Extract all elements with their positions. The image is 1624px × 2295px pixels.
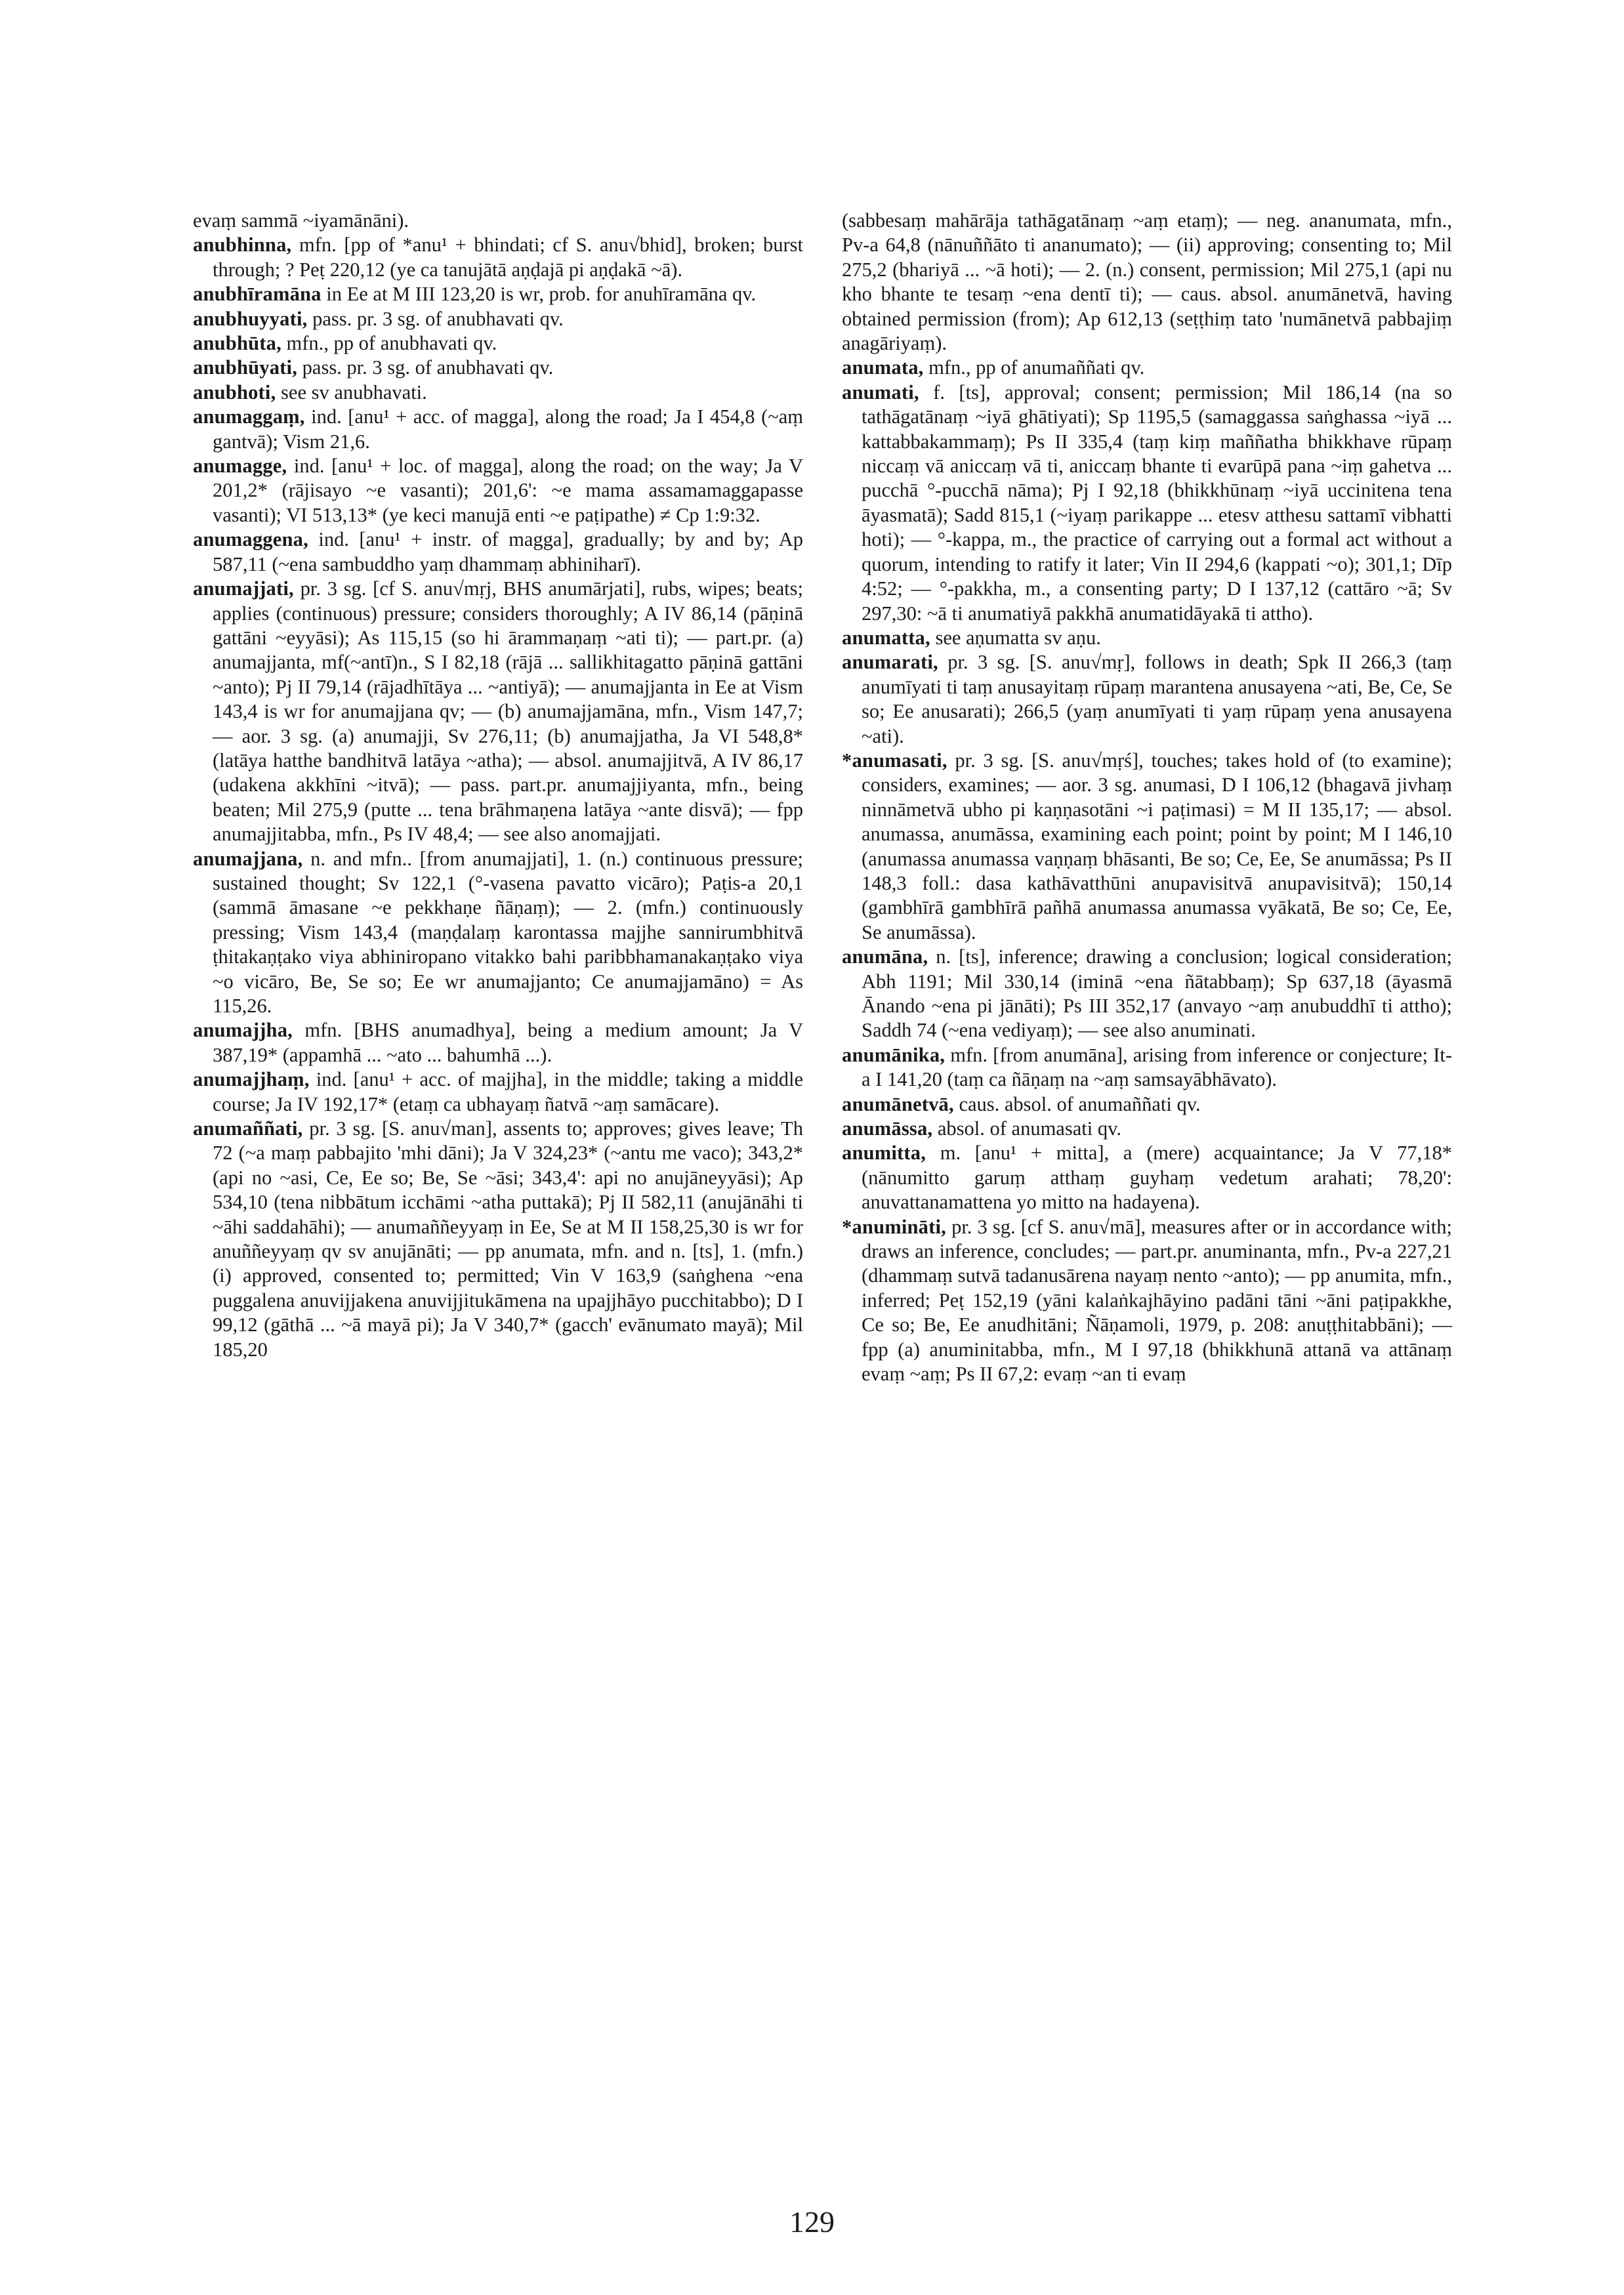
dictionary-entry [193, 1067, 803, 1117]
entry-headword: anumaññati, [193, 1117, 303, 1140]
entry-headword: anubhuyyati, [193, 307, 308, 330]
entry-headword: anumānika, [842, 1043, 946, 1066]
entry-text: mfn., pp of anubhavati qv. [286, 332, 497, 355]
entry-text: pr. 3 sg. [cf S. anu√mṛj, BHS anumārjati], rubs, wipes; beats; applies (continuous) pressure; considers thoroughly; A IV 86,14 (pāṇinā gattāni ~eyyāsi); As 115,15 (so hi ārammaṇaṃ ~ati ti); — part.pr. (a) anumajjanta, mf(~antī)n., S I 82,18 (rājā ... sallikhitagatto pāṇinā gattāni ~anto); Pj II 79,14 (rājadhītāya ... ~antiyā); — anumajjanta in Ee at Vism 143,4 is wr for anumajjana qv; — (b) anumajjamāna, mfn., Vism 147,7; — aor. 3 sg. (a) anumajji, Sv 276,11; (b) anumajjatha, Ja VI 548,8* (latāya hatthe bandhitvā latāya ~atha); — absol. anumajjitvā, A IV 86,17 (udakena akkhīni ~itvā); — pass. part.pr. anumajjiyanta, mfn., being beaten; Mil 275,9 (putte ... tena brāhmaṇena latāya ~ante disvā); — fpp anumajjitabba, mfn., Ps IV 48,4; — see also anomajjati. [213, 577, 803, 846]
entry-headword: anumarati, [842, 651, 938, 674]
entry-headword: anubhoti, [193, 381, 276, 403]
dictionary-entry [842, 381, 1452, 626]
entry-text: m. [anu¹ + mitta], a (mere) acquaintance; Ja V 77,18* (nānumitto garuṃ atthaṃ guyhaṃ vedetum arahati; 78,20': anuvattanamattena yo mitto na hadayena). [862, 1142, 1453, 1214]
entry-text: absol. of anumasati qv. [937, 1117, 1121, 1140]
entry-headword: anumatta, [842, 626, 930, 649]
entry-text: n. and mfn.. [from anumajjati], 1. (n.) continuous pressure; sustained thought; Sv 122,1 (°-vasena pavatto vicāro); Paṭis-a 20,1 (sammā āmasane ~e pekkhaṇe ñāṇaṃ); — 2. (mfn.) continuously pressing; Vism 143,4 (maṇḍalaṃ karontassa majjhe sannirumbhitvā ṭhitakaṇṭako viya abhiniropano vitakko bahi paribbhamanakaṇṭako viya ~o vicāro, Be, Se so; Ee wr anumajjanto; Ce anumajjamāno) = As 115,26. [213, 847, 803, 1017]
dictionary-entry [842, 1215, 1452, 1387]
entry-headword: anumāssa, [842, 1117, 933, 1140]
entry-text: pr. 3 sg. [cf S. anu√mā], measures after or in accordance with; draws an inference, concludes; — part.pr. anuminanta, mfn., Pv-a 227,21 (dhammaṃ sutvā tadanusārena nayaṃ nento ~anto); — pp anumita, mfn., inferred; Peṭ 152,19 (yāni kalaṅkajhāyino padāni tāni ~āni paṭipakkhe, Ce so; Be, Ee anudhitāni; Ñāṇamoli, 1979, p. 208: anuṭṭhitabbāni); — fpp (a) anuminitabba, mfn., M I 97,18 (bhikkhunā attanā va attānaṃ evaṃ ~aṃ; Ps II 67,2: evaṃ ~an ti evaṃ [862, 1215, 1452, 1386]
entry-headword: anubhinna, [193, 234, 292, 257]
entry-headword: anumajjhaṃ, [193, 1068, 310, 1091]
dictionary-entry [193, 454, 803, 527]
entry-text: pr. 3 sg. [S. anu√mṛ], follows in death; Spk II 266,3 (taṃ anumīyati ti taṃ anusayitaṃ rūpaṃ marantena anusayena ~ati, Be, Ce, Se so; Ee anusarati); 266,5 (yaṃ anumīyati ti yaṃ rūpaṃ yena anusayena ~ati). [862, 651, 1452, 747]
dictionary-entry [193, 233, 803, 282]
entry-text: f. [ts], approval; consent; permission; Mil 186,14 (na so tathāgatānaṃ ~iyā ghātiyati); Sp 1195,5 (samaggassa saṅghassa ~iyā ... kattabbakammaṃ); Ps II 335,4 (taṃ kiṃ maññatha bhikkhave rūpaṃ niccaṃ vā aniccaṃ vā ti, aniccaṃ bhante ti evarūpā pana ~iṃ gahetva ... pucchā °-pucchā nāma); Pj I 92,18 (bhikkhūnaṃ ~iyā uccinitena tena āyasmatā); Sadd 815,1 (~iyaṃ parikappe ... etesv atthesu sattamī vibhatti hoti); — °-kappa, m., the practice of carrying out a formal act without a quorum, intending to ratify it later; Vin II 294,6 (kappati ~o); 301,1; Dīp 4:52; — °-pakkha, m., a consenting party; D I 137,12 (cattāro ~ā; Sv 297,30: ~ā ti anumatiyā pakkhā anumatidāyakā ti attho). [862, 381, 1452, 625]
page-number: 129 [789, 2205, 835, 2239]
entry-text: ind. [anu¹ + loc. of magga], along the road; on the way; Ja V 201,2* (rājisayo ~e vasanti); 201,6': ~e mama assamamaggapasse vasanti); VI 513,13* (ye keci manujā enti ~e paṭipathe) ≠ Cp 1:9:32. [213, 455, 804, 526]
entry-headword: *anumasati, [842, 749, 947, 772]
dictionary-entry [193, 577, 803, 846]
dictionary-entry [842, 945, 1452, 1043]
entry-text: ind. [anu¹ + acc. of majjha], in the middle; taking a middle course; Ja IV 192,17* (etaṃ ca ubhayaṃ ñatvā ~aṃ samācare). [213, 1068, 803, 1115]
entry-text: n. [ts], inference; drawing a conclusion; logical consideration; Abh 1191; Mil 330,14 (iminā ~ena ñātabbaṃ); Sp 637,18 (āyasmā Ānando ~ena pi jānāti); Ps III 352,17 (anvayo ~aṃ anubuddhī ti attho); Saddh 74 (~ena vediyaṃ); — see also anuminati. [862, 945, 1453, 1042]
entry-text: pass. pr. 3 sg. of anubhavati qv. [302, 356, 554, 379]
entry-text: mfn., pp of anumaññati qv. [928, 356, 1145, 379]
dictionary-entry [193, 847, 803, 1019]
entry-text: mfn. [pp of *anu¹ + bhindati; cf S. anu√bhid], broken; burst through; ? Peṭ 220,12 (ye ca tanujātā aṇḍajā pi aṇḍakā ~ā). [213, 234, 803, 281]
entry-text: in Ee at M III 123,20 is wr, prob. for anuhīramāna qv. [326, 283, 757, 306]
right-column [842, 209, 1452, 1387]
entry-headword: anumati, [842, 381, 919, 403]
dictionary-entry [193, 331, 803, 356]
entry-headword: anumānetvā, [842, 1092, 954, 1115]
dictionary-entry [193, 405, 803, 454]
dictionary-entry [193, 356, 803, 380]
entry-headword: *anumināti, [842, 1215, 946, 1238]
entry-text: see aṇumatta sv aṇu. [935, 626, 1101, 649]
dictionary-entry [193, 307, 803, 331]
dictionary-entry [842, 626, 1452, 650]
dictionary-entry [193, 527, 803, 577]
dictionary-entry [842, 1141, 1452, 1214]
entry-text: caus. absol. of anumaññati qv. [959, 1092, 1201, 1115]
entry-text: ind. [anu¹ + instr. of magga], gradually; by and by; Ap 587,11 (~ena sambuddho yaṃ dhammaṃ abhiniharī). [213, 528, 803, 575]
entry-text: pass. pr. 3 sg. of anubhavati qv. [312, 307, 564, 330]
entry-text: pr. 3 sg. [S. anu√mṛś], touches; takes hold of (to examine); considers, examines; — aor. 3 sg. anumasi, D I 106,12 (bhagavā jivhaṃ ninnāmetvā ubho pi kaṇṇasotāni ~i paṭimasi) = M II 135,17; — absol. anumassa, anumāssa, examining each point; point by point; M I 146,10 (anumassa anumassa vaṇṇaṃ bhāsanti, Be so; Ce, Ee, Se anumāssa; Ps II 148,3 foll.: dasa kathāvatthūni anupavisitvā anupavisitvā); 150,14 (gambhīrā gambhīrā pañhā anumassa anumassa vyākatā, Be so; Ce, Ee, Se anumāssa). [862, 749, 1452, 943]
dictionary-entry [842, 1092, 1452, 1117]
entry-text: see sv anubhavati. [281, 381, 427, 403]
dictionary-entry [842, 749, 1452, 945]
dictionary-entry [193, 282, 803, 306]
entry-headword: anumitta, [842, 1142, 927, 1165]
entry-headword: anumaggena, [193, 528, 308, 551]
entry-headword: anubhūta, [193, 332, 281, 355]
entry-headword: anubhūyati, [193, 356, 298, 379]
dictionary-entry [193, 381, 803, 405]
dictionary-entry [842, 650, 1452, 749]
entry-headword: anumāna, [842, 945, 928, 968]
entry-headword: anumata, [842, 356, 924, 379]
dictionary-entry [842, 1117, 1452, 1141]
dictionary-entry [842, 356, 1452, 380]
entry-headword: anumajjana, [193, 847, 303, 870]
entry-headword: anumaggaṃ, [193, 405, 305, 428]
left-column [193, 209, 803, 1362]
entry-text: pr. 3 sg. [S. anu√man], assents to; approves; gives leave; Th 72 (~a maṃ pabbajito 'mhi dāni); Ja V 324,23* (~antu me vaco); 343,2* (api no ~asi, Ce, Ee so; Be, Se ~āsi; 343,4': api no anujāneyyāsi); Ap 534,10 (tena nibbātum icchāmi ~atha puttakā); Pj II 582,11 (anujānāhi ti ~āhi saddahāhi); — anumaññeyyaṃ in Ee, Se at M II 158,25,30 is wr for anuññeyyaṃ qv sv anujānāti; — pp anumata, mfn. and n. [ts], 1. (mfn.) (i) approved, consented to; permitted; Vin V 163,9 (saṅghena ~ena puggalena anuvijjakena anuvijjitukāmena na upajjhāyo pucchitabbo); D I 99,12 (gāthā ... ~ā mayā pi); Ja V 340,7* (gacch' evānumato mayā); Mil 185,20 [213, 1117, 804, 1361]
entry-text: ind. [anu¹ + acc. of magga], along the road; Ja I 454,8 (~aṃ gantvā); Vism 21,6. [213, 405, 803, 453]
entry-headword: anubhīramāna [193, 283, 322, 306]
entry-headword: anumajjha, [193, 1019, 293, 1042]
entry-text: mfn. [from anumāna], arising from inference or conjecture; It-a I 141,20 (taṃ ca ñāṇaṃ na ~aṃ samsayābhāvato). [862, 1043, 1452, 1091]
dictionary-entry [193, 1117, 803, 1362]
entry-text: mfn. [BHS anumadhya], being a medium amount; Ja V 387,19* (appamhā ... ~ato ... bahumhā ...). [213, 1019, 804, 1066]
dictionary-entry [193, 1018, 803, 1067]
entry-headword: anumagge, [193, 455, 287, 478]
continuation-text: evaṃ sammā ~iyamānāni). [193, 209, 409, 232]
entry-headword: anumajjati, [193, 577, 294, 600]
dictionary-entry [842, 1043, 1452, 1092]
continuation-text: (sabbesaṃ mahārāja tathāgatānaṃ ~aṃ etaṃ); — neg. ananumata, mfn., Pv-a 64,8 (nānuññāto ti ananumato); — (ii) approving; consenting to; Mil 275,2 (bhariyā ... ~ā hoti); — 2. (n.) consent, permission; Mil 275,1 (api nu kho bhante te tesaṃ ~ena dentī ti); — caus. absol. anumānetvā, having obtained permission (from); Ap 612,13 (seṭṭhiṃ tato 'numānetvā pabbajiṃ anagāriyaṃ). [842, 209, 1452, 355]
